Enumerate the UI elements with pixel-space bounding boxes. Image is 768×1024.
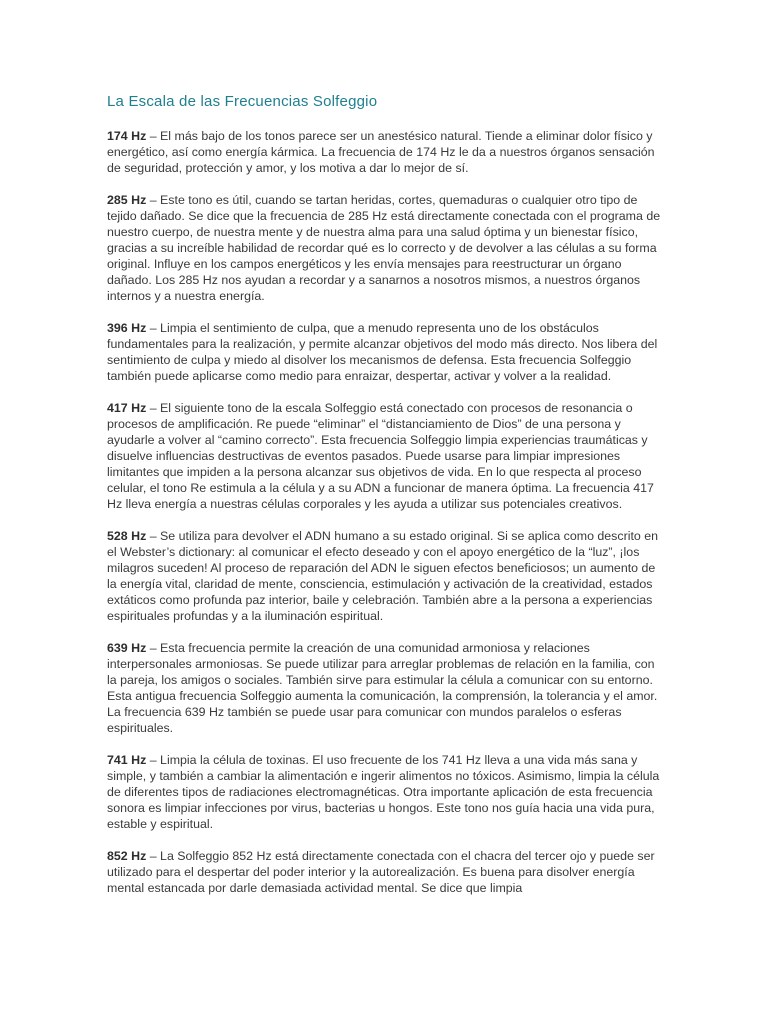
- separator: –: [146, 529, 161, 543]
- frequency-description: Se utiliza para devolver el ADN humano a su estado original. Si se aplica como descrito en el Webster’s dictionary: al comunicar el efecto deseado y con el apoyo energético de la “luz”, ¡los milagros suceden! Al proceso de reparación del ADN le siguen efectos beneficiosos; un aumento de la energía vital, claridad de mente, consciencia, estimulación y activación de la creatividad, estados extáticos como profunda paz interior, baile y celebración. También abre a la persona a experiencias espirituales profundas y a la iluminación espiritual.: [107, 529, 659, 623]
- frequency-paragraph-396: [107, 320, 663, 384]
- frequency-description: El más bajo de los tonos parece ser un anestésico natural. Tiende a eliminar dolor físico y energético, así como energía kármica. La frecuencia de 174 Hz le da a nuestros órganos sensación de seguridad, protección y amor, y los motiva a dar lo mejor de sí.: [107, 129, 655, 175]
- frequency-paragraph-639: [107, 640, 663, 736]
- frequency-paragraph-528: [107, 528, 663, 624]
- frequency-paragraph-741: [107, 752, 663, 832]
- frequency-label: 396 Hz: [107, 321, 147, 335]
- frequency-paragraph-417: [107, 400, 663, 512]
- frequency-paragraph-174: [107, 128, 663, 176]
- frequency-sections: [107, 128, 663, 912]
- frequency-description: El siguiente tono de la escala Solfeggio está conectado con procesos de resonancia o procesos de amplificación. Re puede “eliminar” el “distanciamiento de Dios” de una persona y ayudarle a volver al “camino correcto”. Esta frecuencia Solfeggio limpia experiencias traumáticas y disuelve influencias destructivas de eventos pasados. Puede usarse para limpiar impresiones limitantes que impiden a la persona alcanzar sus objetivos de vida. En lo que respecta al proceso celular, el tono Re estimula a la célula y a su ADN a funcionar de manera óptima. La frecuencia 417 Hz lleva energía a nuestras células corporales y les ayuda a utilizar sus potenciales creativos.: [107, 401, 654, 511]
- frequency-description: Este tono es útil, cuando se tartan heridas, cortes, quemaduras o cualquier otro tipo de tejido dañado. Se dice que la frecuencia de 285 Hz está directamente conectada con el programa de nuestro cuerpo, de nuestra mente y de nuestra alma para una salud óptima y un bienestar físico, gracias a su increíble habilidad de recordar qué es lo correcto y de devolver a las células a su forma original. Influye en los campos energéticos y les envía mensajes para reestructurar un órgano dañado. Los 285 Hz nos ayudan a recordar y a sanarnos a nosotros mismos, a nuestros órganos internos y a nuestra energía.: [107, 193, 661, 303]
- frequency-label: 639 Hz: [107, 641, 147, 655]
- frequency-description: La Solfeggio 852 Hz está directamente conectada con el chacra del tercer ojo y puede ser utilizado para el despertar del poder interior y la autorealización. Es buena para disolver energía mental estancada por darle demasiada actividad mental. Se dice que limpia: [107, 849, 655, 895]
- frequency-label: 528 Hz: [107, 529, 147, 543]
- frequency-label: 285 Hz: [107, 193, 147, 207]
- frequency-paragraph-852: [107, 848, 663, 896]
- separator: –: [146, 129, 161, 143]
- separator: –: [146, 193, 161, 207]
- separator: –: [146, 753, 161, 767]
- frequency-label: 852 Hz: [107, 849, 147, 863]
- frequency-label: 741 Hz: [107, 753, 147, 767]
- frequency-description: Limpia el sentimiento de culpa, que a menudo representa uno de los obstáculos fundamentales para la realización, y permite alcanzar objetivos del modo más directo. Nos libera del sentimiento de culpa y miedo al disolver los mecanismos de defensa. Esta frecuencia Solfeggio también puede aplicarse como medio para enraizar, despertar, activar y volver a la realidad.: [107, 321, 658, 383]
- frequency-description: Limpia la célula de toxinas. El uso frecuente de los 741 Hz lleva a una vida más sana y simple, y también a cambiar la alimentación e ingerir alimentos no tóxicos. Asimismo, limpia la célula de diferentes tipos de radiaciones electromagnéticas. Otra importante aplicación de esta frecuencia sonora es limpiar infecciones por virus, bacterias u hongos. Este tono nos guía hacia una vida pura, estable y espiritual.: [107, 753, 660, 831]
- separator: –: [146, 641, 161, 655]
- separator: –: [146, 321, 161, 335]
- document-title: La Escala de las Frecuencias Solfeggio: [107, 93, 378, 110]
- frequency-paragraph-285: [107, 192, 663, 304]
- frequency-description: Esta frecuencia permite la creación de una comunidad armoniosa y relaciones interpersonales armoniosas. Se puede utilizar para arreglar problemas de relación en la familia, con la pareja, los amigos o sociales. También sirve para estimular la célula a comunicar con su entorno. Esta antigua frecuencia Solfeggio aumenta la comunicación, la comprensión, la tolerancia y el amor. La frecuencia 639 Hz también se puede usar para comunicar con mundos paralelos o esferas espirituales.: [107, 641, 658, 735]
- separator: –: [146, 849, 161, 863]
- separator: –: [146, 401, 161, 415]
- frequency-label: 417 Hz: [107, 401, 147, 415]
- frequency-label: 174 Hz: [107, 129, 147, 143]
